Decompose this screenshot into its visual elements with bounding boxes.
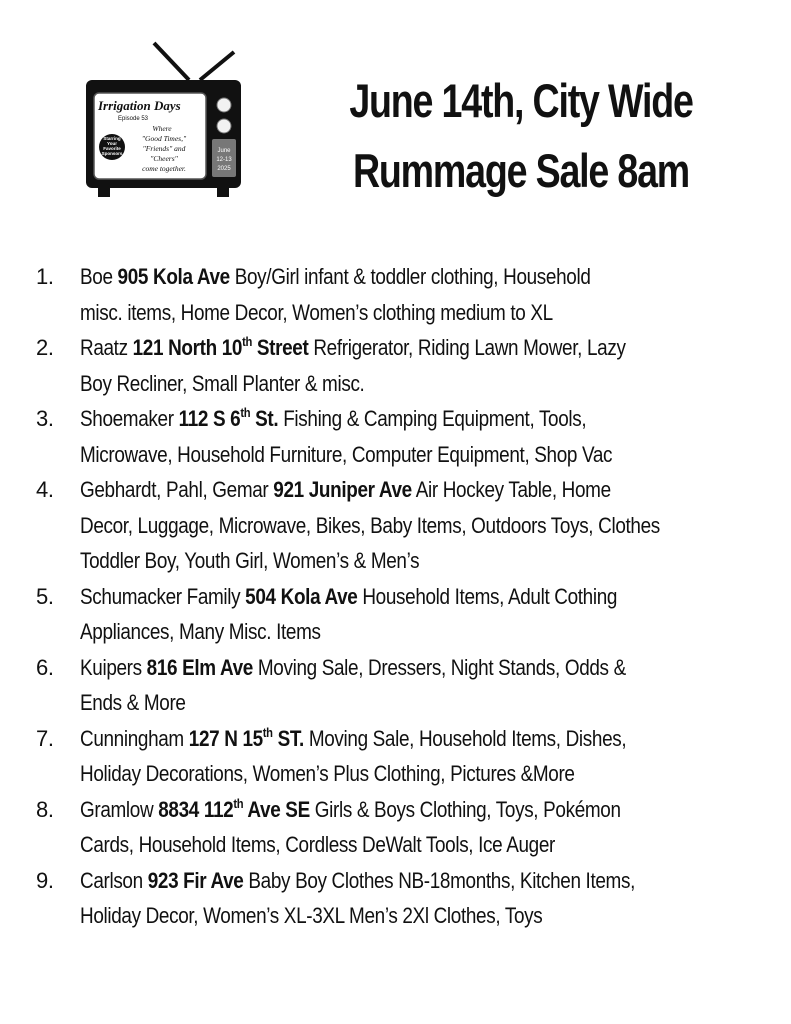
seller-name: Kuipers bbox=[80, 654, 147, 680]
ordinal-suffix: th bbox=[262, 724, 273, 740]
items-line: Household Items, Adult Cothing bbox=[357, 583, 618, 609]
items-line: misc. items, Home Decor, Women’s clothing medium to XL bbox=[80, 299, 553, 325]
sale-item bbox=[36, 259, 778, 330]
sale-item bbox=[36, 401, 778, 472]
title-line-2: Rummage Sale 8am bbox=[352, 144, 690, 197]
item-number: 2. bbox=[36, 335, 54, 360]
sale-address: 923 Fir Ave bbox=[147, 867, 244, 893]
seller-name: Shoemaker bbox=[80, 406, 179, 431]
tv-antenna-right-icon bbox=[200, 52, 234, 80]
sale-address bbox=[133, 335, 309, 360]
item-text bbox=[80, 579, 759, 650]
irrigation-days-tv-logo bbox=[84, 40, 244, 202]
item-text bbox=[80, 259, 759, 330]
item-number: 7. bbox=[36, 725, 54, 751]
logo-title: Irrigation Days bbox=[98, 98, 181, 113]
seller-name: Cunningham bbox=[80, 725, 189, 751]
seller-name: Boe bbox=[80, 264, 118, 289]
sale-item bbox=[36, 863, 778, 934]
item-number: 4. bbox=[36, 477, 54, 502]
tv-knob-icon bbox=[217, 98, 231, 112]
ordinal-suffix: th bbox=[240, 405, 251, 420]
item-number: 1. bbox=[36, 264, 54, 289]
date-month: June bbox=[217, 148, 231, 154]
tagline-line: "Good Times," bbox=[141, 134, 187, 143]
items-line: Moving Sale, Dressers, Night Stands, Odds & bbox=[252, 654, 626, 680]
items-line: Microwave, Household Furniture, Computer Equipment, Shop Vac bbox=[80, 441, 613, 467]
item-text bbox=[80, 650, 759, 721]
address-part: 112 S 6 bbox=[178, 406, 241, 431]
items-line: Girls & Boys Clothing, Toys, Pokémon bbox=[309, 796, 621, 822]
seller-name: Carlson bbox=[80, 867, 148, 893]
item-number: 5. bbox=[36, 583, 54, 609]
item-text bbox=[80, 721, 759, 792]
sale-address: 921 Juniper Ave bbox=[273, 477, 412, 502]
seller-name: Raatz bbox=[80, 335, 133, 360]
sale-address: 816 Elm Ave bbox=[146, 654, 253, 680]
tv-leg-icon bbox=[217, 188, 229, 197]
sale-address bbox=[179, 406, 279, 431]
items-line: Baby Boy Clothes NB-18months, Kitchen Items, bbox=[243, 867, 635, 893]
items-line: Air Hockey Table, Home bbox=[411, 477, 611, 502]
tagline-line: "Cheers" bbox=[150, 154, 178, 163]
item-number: 9. bbox=[36, 867, 54, 893]
items-line: Boy/Girl infant & toddler clothing, Household bbox=[229, 264, 591, 289]
tv-leg-icon bbox=[98, 188, 110, 197]
item-number: 6. bbox=[36, 654, 54, 680]
items-line: Ends & More bbox=[80, 690, 186, 715]
sale-item bbox=[36, 721, 778, 792]
address-part: Ave SE bbox=[243, 796, 310, 822]
items-line: Holiday Decorations, Women’s Plus Clothing, Pictures &More bbox=[80, 761, 575, 786]
items-line: Appliances, Many Misc. Items bbox=[80, 619, 321, 644]
sale-item bbox=[36, 579, 778, 650]
item-text bbox=[80, 330, 759, 401]
item-number: 3. bbox=[36, 406, 54, 431]
tv-knob-icon bbox=[217, 119, 231, 133]
seller-name: Schumacker Family bbox=[80, 583, 246, 609]
sale-address: 905 Kola Ave bbox=[117, 264, 230, 289]
address-part: 8834 112 bbox=[158, 796, 234, 822]
sale-address: 504 Kola Ave bbox=[245, 583, 358, 609]
address-part: St. bbox=[250, 406, 279, 431]
title-line-1: June 14th, City Wide bbox=[349, 74, 693, 127]
sale-item bbox=[36, 650, 778, 721]
tagline-line: "Friends" and bbox=[142, 144, 186, 153]
items-line: Refrigerator, Riding Lawn Mower, Lazy bbox=[308, 335, 626, 360]
sale-item bbox=[36, 330, 778, 401]
date-days: 12-13 bbox=[216, 157, 232, 163]
items-line: Fishing & Camping Equipment, Tools, bbox=[278, 406, 587, 431]
ordinal-suffix: th bbox=[242, 334, 252, 349]
sale-item bbox=[36, 472, 778, 579]
seller-name: Gramlow bbox=[80, 796, 159, 822]
items-line: Toddler Boy, Youth Girl, Women’s & Men’s bbox=[80, 548, 420, 573]
starring-badge-text: Starring Your Favorite Sponsors bbox=[101, 136, 123, 156]
items-line: Cards, Household Items, Cordless DeWalt Tools, Ice Auger bbox=[80, 832, 555, 857]
item-text bbox=[80, 792, 759, 863]
tv-antenna-left-icon bbox=[154, 43, 189, 80]
ordinal-suffix: th bbox=[233, 795, 244, 811]
tagline-line: come together. bbox=[142, 164, 186, 173]
sale-address bbox=[158, 797, 310, 822]
sale-list bbox=[36, 259, 778, 934]
item-number: 8. bbox=[36, 796, 54, 822]
items-line: Decor, Luggage, Microwave, Bikes, Baby Items, Outdoors Toys, Clothes bbox=[80, 512, 660, 538]
items-line: Boy Recliner, Small Planter & misc. bbox=[80, 370, 365, 396]
item-text bbox=[80, 401, 759, 472]
date-year: 2025 bbox=[217, 166, 231, 172]
logo-episode: Episode 53 bbox=[118, 116, 149, 122]
items-line: Holiday Decor, Women’s XL-3XL Men’s 2Xl Clothes, Toys bbox=[80, 903, 543, 928]
item-text bbox=[80, 472, 759, 579]
address-part: 127 N 15 bbox=[188, 725, 263, 751]
items-line: Moving Sale, Household Items, Dishes, bbox=[303, 725, 627, 751]
page-title bbox=[333, 66, 709, 206]
sale-address bbox=[189, 726, 304, 751]
address-part: 121 North 10 bbox=[132, 335, 243, 360]
starring-badge-text-wrap bbox=[99, 136, 125, 160]
tagline-line: Where bbox=[152, 124, 172, 133]
item-text bbox=[80, 863, 759, 934]
address-part: ST. bbox=[272, 725, 304, 751]
sale-item bbox=[36, 792, 778, 863]
seller-name: Gebhardt, Pahl, Gemar bbox=[80, 477, 274, 502]
address-part: Street bbox=[251, 335, 309, 360]
